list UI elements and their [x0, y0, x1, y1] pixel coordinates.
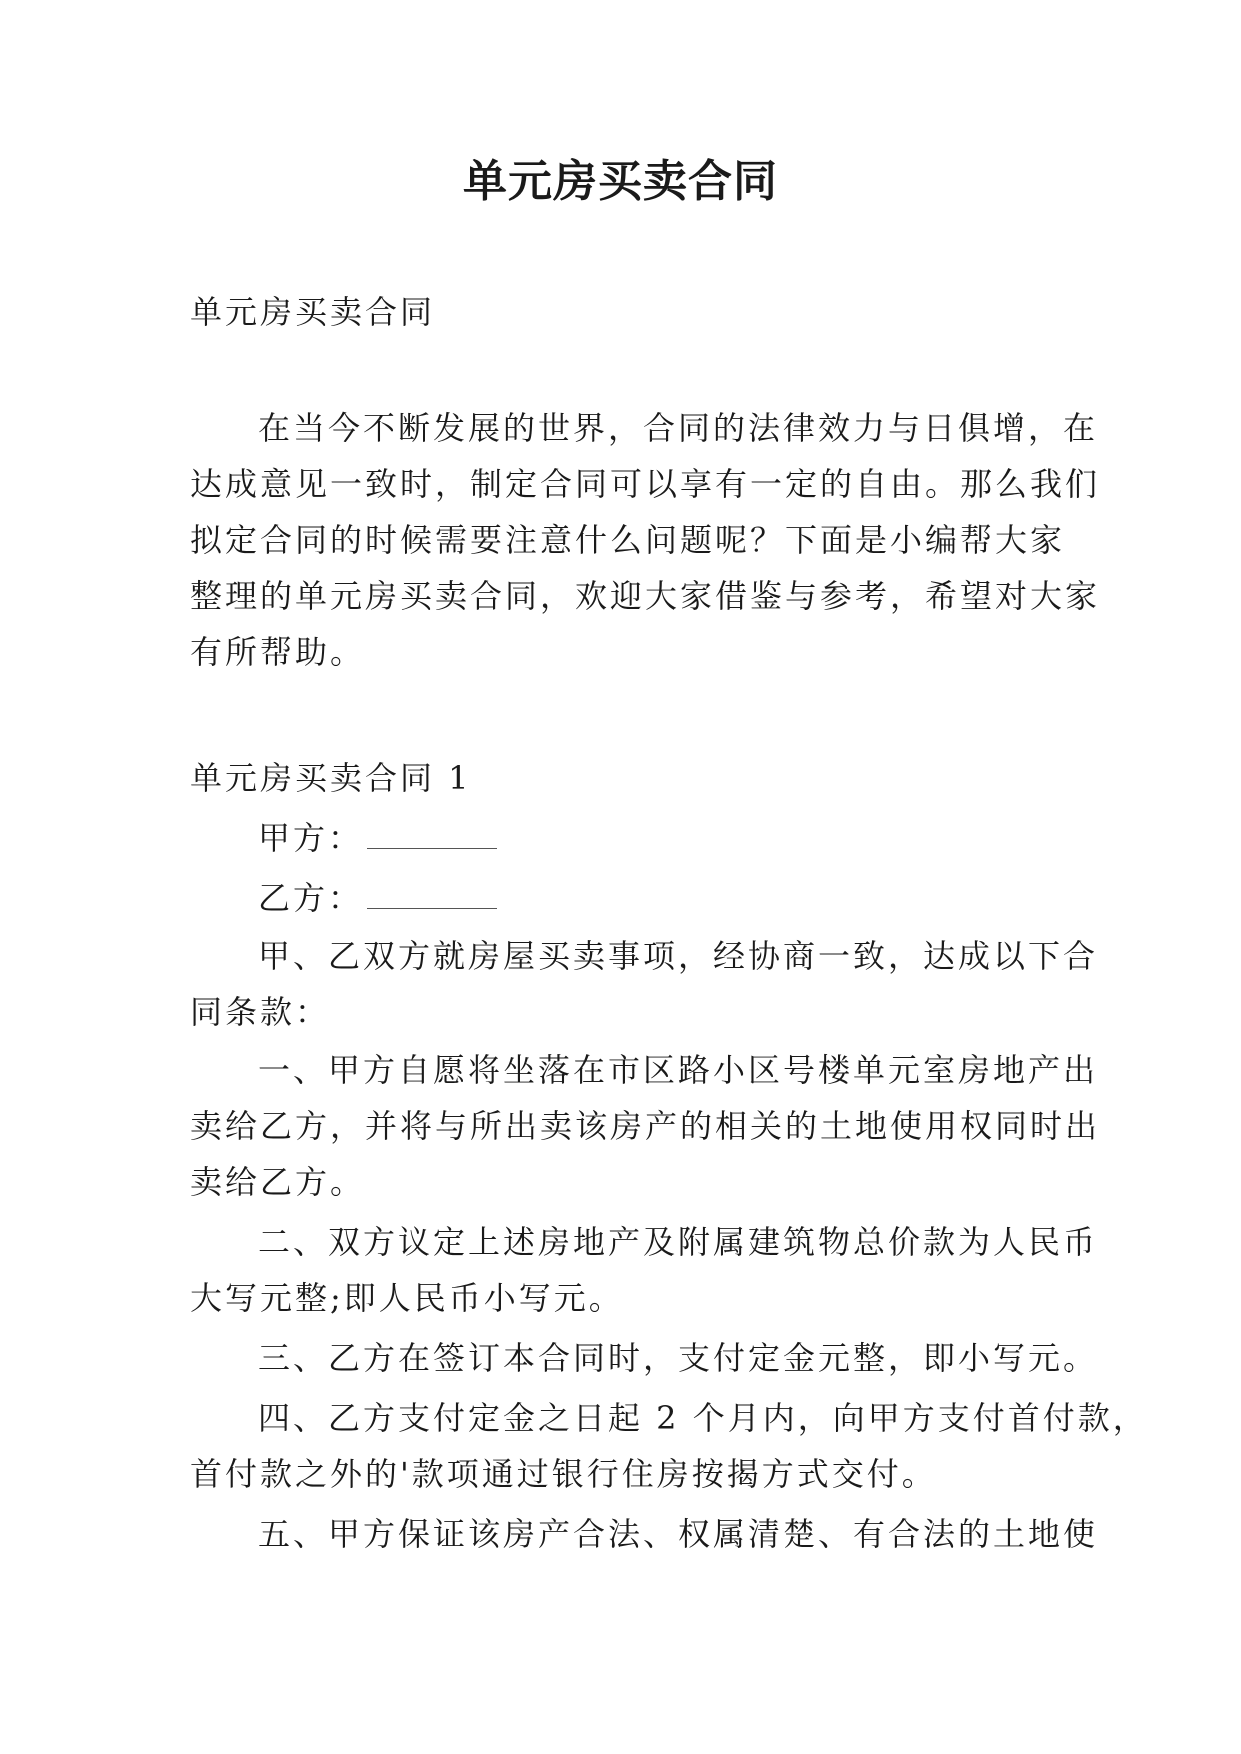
party-a-line	[258, 818, 497, 858]
document-subtitle: 单元房买卖合同	[190, 293, 436, 331]
clause5-line: 五、甲方保证该房产合法、权属清楚、有合法的土地使	[258, 1515, 1099, 1553]
party-b-label: 乙方：	[258, 879, 364, 917]
intro-line-2: 达成意见一致时，制定合同可以享有一定的自由。那么我们	[190, 465, 1101, 503]
clause3-line: 三、乙方在签订本合同时，支付定金元整，即小写元。	[258, 1339, 1099, 1377]
party-b-blank	[367, 882, 497, 909]
agreement-line-1: 甲、乙双方就房屋买卖事项，经协商一致，达成以下合	[258, 937, 1099, 975]
clause2-line-2: 大写元整;即人民币小写元。	[190, 1279, 624, 1317]
intro-line-3: 拟定合同的时候需要注意什么问题呢？下面是小编帮大家	[190, 521, 1066, 559]
intro-line-1: 在当今不断发展的世界，合同的法律效力与日俱增，在	[258, 409, 1099, 447]
agreement-line-2: 同条款：	[190, 993, 331, 1031]
clause1-line-2: 卖给乙方，并将与所出卖该房产的相关的土地使用权同时出	[190, 1107, 1101, 1145]
document-title: 单元房买卖合同	[463, 156, 778, 207]
clause2-line-1: 二、双方议定上述房地产及附属建筑物总价款为人民币	[258, 1223, 1099, 1261]
clause1-line-3: 卖给乙方。	[190, 1163, 366, 1201]
party-a-blank	[367, 822, 497, 849]
party-a-label: 甲方：	[258, 819, 364, 857]
intro-line-5: 有所帮助。	[190, 633, 366, 671]
contract-heading: 单元房买卖合同 1	[190, 759, 472, 797]
party-b-line	[258, 878, 497, 918]
clause4-line-1: 四、乙方支付定金之日起 2 个月内，向甲方支付首付款，	[258, 1399, 1148, 1437]
clause1-line-1: 一、甲方自愿将坐落在市区路小区号楼单元室房地产出	[258, 1051, 1099, 1089]
intro-line-4: 整理的单元房买卖合同，欢迎大家借鉴与参考，希望对大家	[190, 577, 1101, 615]
clause4-line-2: 首付款之外的'款项通过银行住房按揭方式交付。	[190, 1455, 937, 1493]
